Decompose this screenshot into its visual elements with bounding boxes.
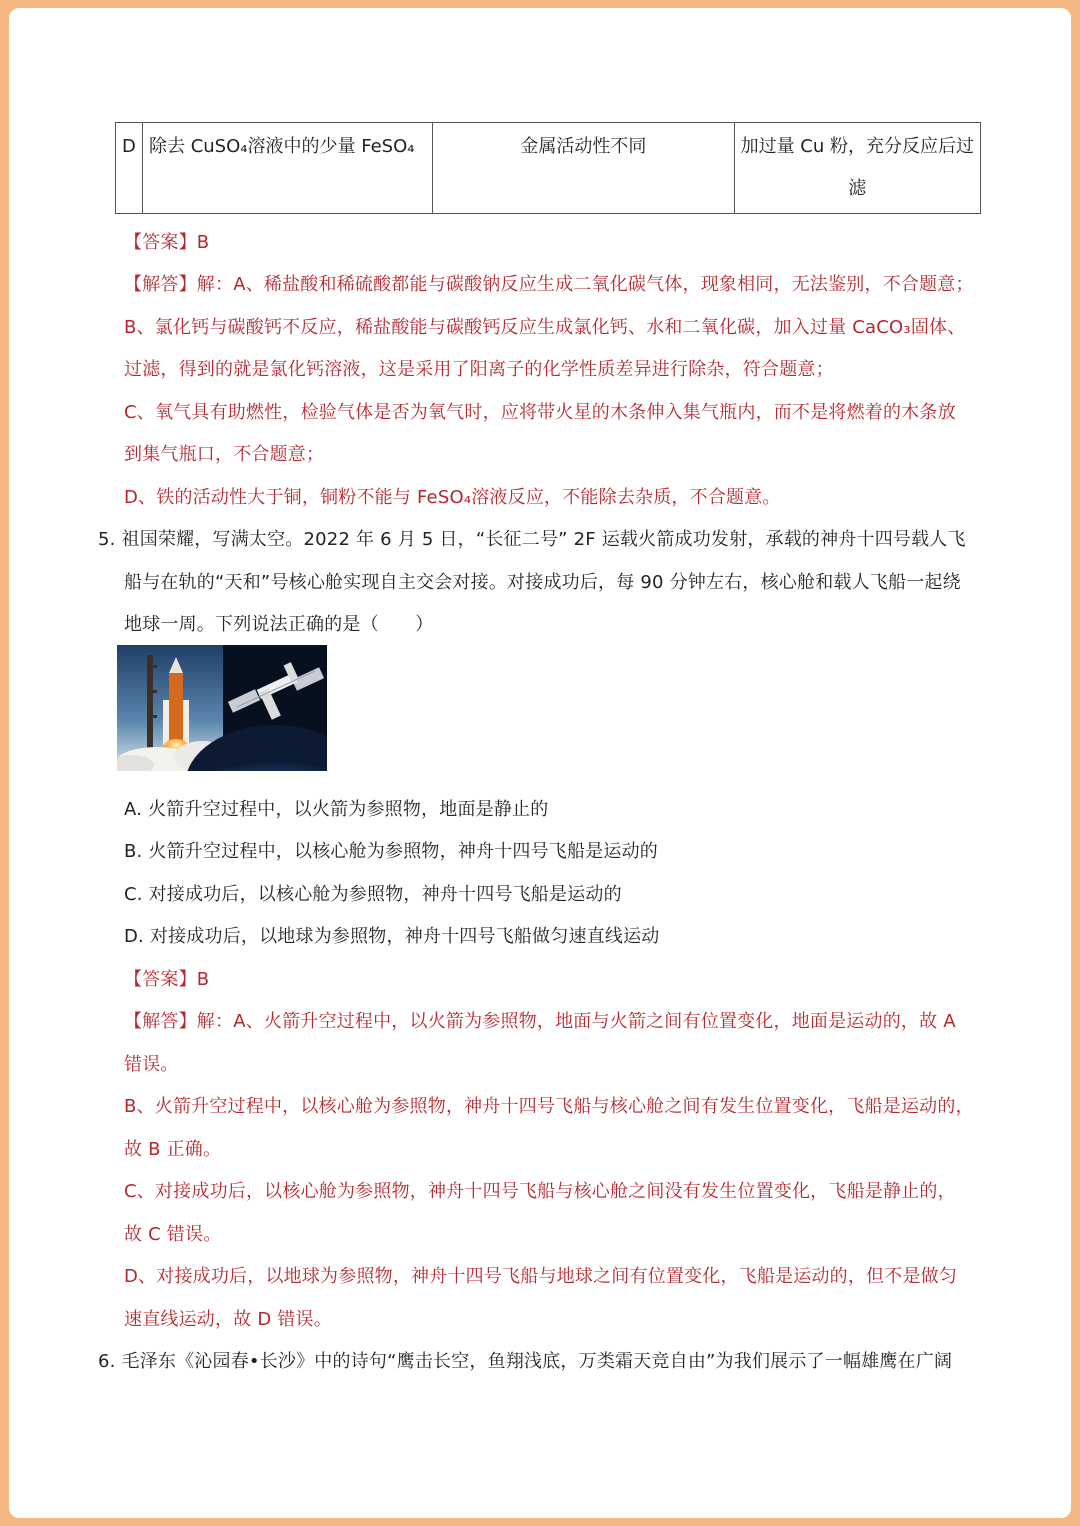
q5-stem-line: 船与在轨的“天和”号核心舱实现自主交会对接。对接成功后，每 90 分钟左右，核心舱和载人飞船一起绕 — [124, 572, 961, 593]
q4-analysis-line: C、氧气具有助燃性，检验气体是否为氧气时，应将带火星的木条伸入集气瓶内，而不是将燃着的木条放 — [124, 402, 956, 423]
table-cell-task: 除去 CuSO₄溶液中的少量 FeSO₄ — [142, 123, 432, 214]
q5-analysis-line: 错误。 — [124, 1054, 179, 1075]
q5-stem-line: 地球一周。下列说法正确的是（ ） — [124, 614, 434, 635]
q4-answer: 【答案】B — [124, 232, 210, 253]
q5-option-a: A. 火箭升空过程中，以火箭为参照物，地面是静止的 — [124, 799, 549, 820]
q5-analysis-line: 故 C 错误。 — [124, 1224, 222, 1245]
table-row — [116, 123, 981, 214]
q4-analysis-line: D、铁的活动性大于铜，铜粉不能与 FeSO₄溶液反应，不能除去杂质，不合题意。 — [124, 487, 781, 508]
table-cell-letter: D — [116, 123, 143, 214]
q4-analysis-line: 过滤，得到的就是氯化钙溶液，这是采用了阳离子的化学性质差异进行除杂，符合题意； — [124, 359, 834, 380]
q5-analysis-line: 速直线运动，故 D 错误。 — [124, 1309, 332, 1330]
q5-stem-line: 5. 祖国荣耀，写满太空。2022 年 6 月 5 日，“长征二号” 2F 运载火箭成功发射，承载的神舟十四号载人飞 — [98, 529, 966, 550]
q5-analysis-line: 故 B 正确。 — [124, 1139, 222, 1160]
rocket-and-space-station-image — [117, 645, 327, 771]
q4-analysis-line: 【解答】解：A、稀盐酸和稀硫酸都能与碳酸钠反应生成二氧化碳气体，现象相同，无法鉴别，不合题意； — [124, 274, 974, 295]
q5-option-c: C. 对接成功后，以核心舱为参照物，神舟十四号飞船是运动的 — [124, 884, 622, 905]
q5-answer: 【答案】B — [124, 969, 210, 990]
q6-stem-line: 6. 毛泽东《沁园春•长沙》中的诗句“鹰击长空，鱼翔浅底，万类霜天竞自由”为我们展示了一幅雄鹰在广阔 — [98, 1351, 953, 1372]
method-line-1: 加过量 Cu 粉，充分反应后过 — [740, 136, 974, 157]
q5-analysis-line: B、火箭升空过程中，以核心舱为参照物，神舟十四号飞船与核心舱之间有发生位置变化，飞船是运动的， — [124, 1096, 974, 1117]
q5-option-b: B. 火箭升空过程中，以核心舱为参照物，神舟十四号飞船是运动的 — [124, 841, 658, 862]
method-line-2: 滤 — [848, 178, 867, 199]
q5-analysis-line: C、对接成功后，以核心舱为参照物，神舟十四号飞船与核心舱之间没有发生位置变化，飞船是静止的， — [124, 1181, 956, 1202]
option-table — [115, 122, 981, 214]
q4-analysis-line: B、氯化钙与碳酸钙不反应，稀盐酸能与碳酸钙反应生成氯化钙、水和二氧化碳，加入过量 CaCO₃固体、 — [124, 317, 966, 338]
table-cell-method — [734, 123, 980, 214]
q5-analysis-line: 【解答】解：A、火箭升空过程中，以火箭为参照物，地面与火箭之间有位置变化，地面是运动的，故 A — [124, 1011, 956, 1032]
q5-analysis-line: D、对接成功后，以地球为参照物，神舟十四号飞船与地球之间有位置变化，飞船是运动的，但不是做匀 — [124, 1266, 958, 1287]
table-cell-principle: 金属活动性不同 — [433, 123, 734, 214]
q5-option-d: D. 对接成功后，以地球为参照物，神舟十四号飞船做匀速直线运动 — [124, 926, 660, 947]
q4-analysis-line: 到集气瓶口，不合题意； — [124, 444, 325, 465]
